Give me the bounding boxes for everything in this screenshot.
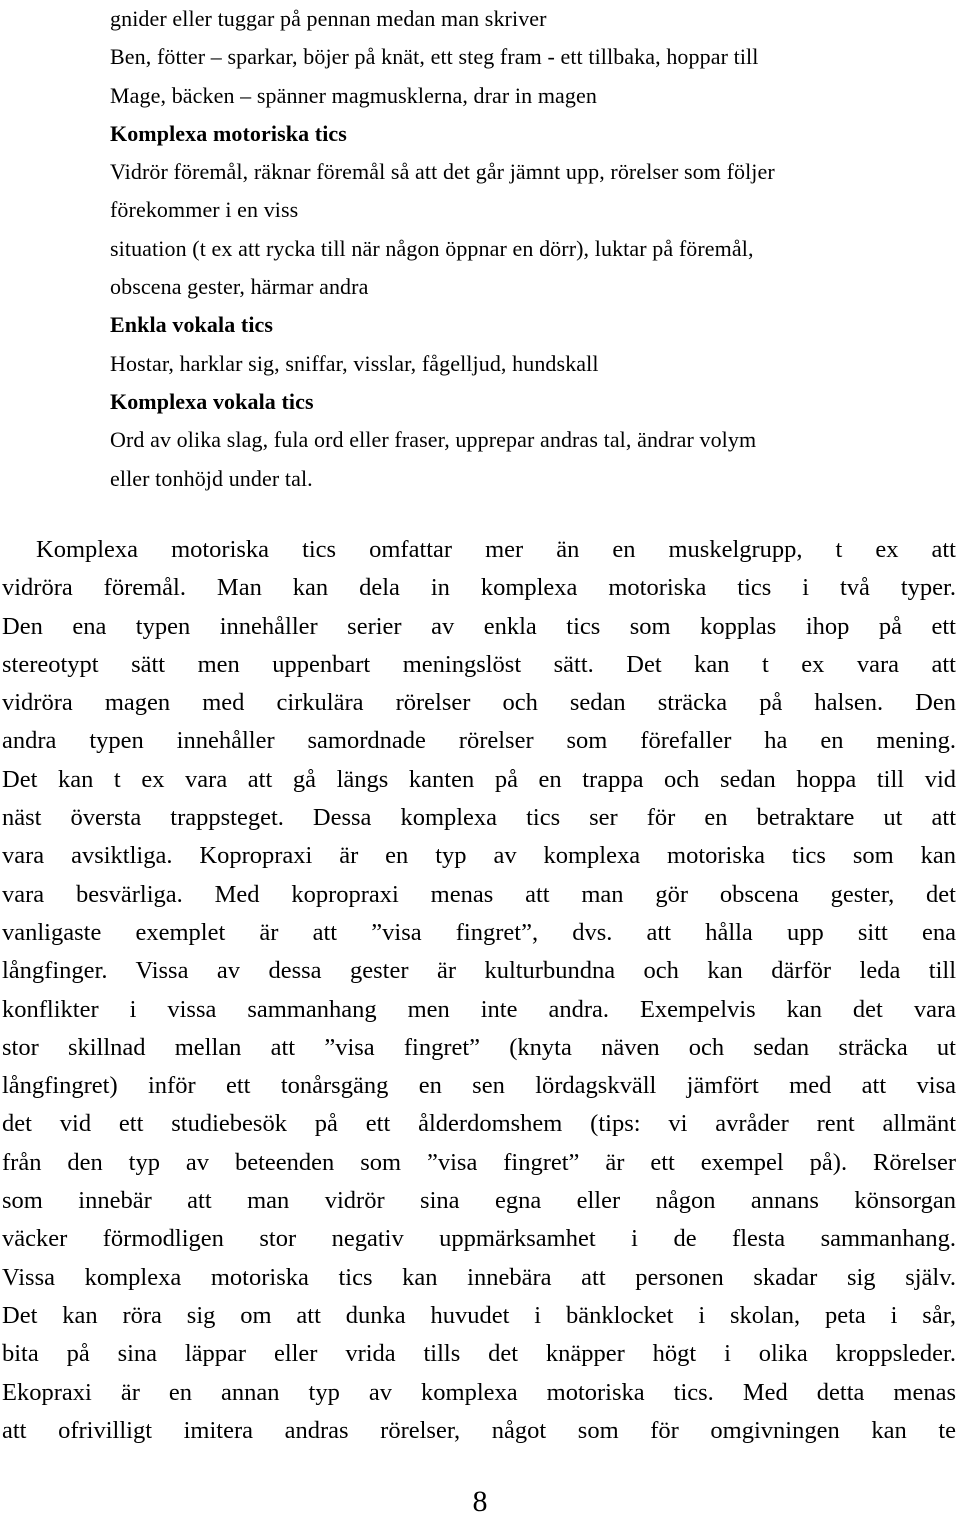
body-line: långfingret) inför ett tonårsgäng en sen lördagskväll jämfört med att visa	[2, 1072, 956, 1100]
body-paragraph	[2, 531, 956, 1450]
body-line: näst översta trappsteget. Dessa komplexa tics ser för en betraktare ut att	[2, 804, 956, 832]
body-line: det vid ett studiebesök på ett ålderdomshem (tips: vi avråder rent allmänt	[2, 1110, 956, 1138]
body-line: andra typen innehåller samordnade rörelser som förefaller ha en mening.	[2, 727, 956, 755]
body-line: Ekopraxi är en annan typ av komplexa motoriska tics. Med detta menas	[2, 1378, 956, 1406]
list-heading: Komplexa vokala tics	[110, 388, 314, 414]
body-line: väcker förmodligen stor negativ uppmärksamhet i de flesta sammanhang.	[2, 1225, 956, 1253]
page-number: 8	[472, 1485, 488, 1518]
body-line: från den typ av beteenden som ”visa fingret” är ett exempel på). Rörelser	[2, 1148, 956, 1176]
body-line: vanligaste exemplet är att ”visa fingret”, dvs. att hålla upp sitt ena	[2, 918, 956, 946]
body-line: Det kan röra sig om att dunka huvudet i bänklocket i skolan, peta i sår,	[2, 1301, 956, 1329]
body-line: som innebär att man vidrör sina egna eller någon annans könsorgan	[2, 1187, 956, 1215]
list-line: Mage, bäcken – spänner magmusklerna, drar in magen	[110, 82, 597, 108]
body-line: vidröra föremål. Man kan dela in komplexa motoriska tics i två typer.	[2, 574, 956, 602]
body-line: stereotypt sätt men uppenbart meningslöst sätt. Det kan t ex vara att	[2, 650, 956, 678]
list-line: Ord av olika slag, fula ord eller fraser, upprepar andras tal, ändrar volym	[110, 427, 757, 453]
body-line: vidröra magen med cirkulära rörelser och sedan sträcka på halsen. Den	[2, 689, 956, 717]
list-heading: Komplexa motoriska tics	[110, 120, 347, 146]
body-line: att ofrivilligt imitera andras rörelser, något som för omgivningen kan te	[2, 1416, 956, 1444]
body-line: Den ena typen innehåller serier av enkla tics som kopplas ihop på ett	[2, 612, 956, 640]
list-line: obscena gester, härmar andra	[110, 274, 369, 300]
list-line: situation (t ex att rycka till när någon öppnar en dörr), luktar på föremål,	[110, 235, 754, 261]
tic-list	[110, 0, 950, 498]
list-line: gnider eller tuggar på pennan medan man skriver	[110, 6, 547, 31]
list-line: eller tonhöjd under tal.	[110, 465, 313, 491]
list-line: förekommer i en viss	[110, 197, 299, 223]
list-line: Hostar, harklar sig, sniffar, visslar, fågelljud, hundskall	[110, 350, 599, 376]
body-line: konflikter i vissa sammanhang men inte andra. Exempelvis kan det vara	[2, 995, 956, 1023]
body-line: bita på sina läppar eller vrida tills det knäpper högt i olika kroppsleder.	[2, 1340, 956, 1368]
body-line: vara avsiktliga. Kopropraxi är en typ av komplexa motoriska tics som kan	[2, 842, 956, 870]
list-line: Vidrör föremål, räknar föremål så att det går jämnt upp, rörelser som följer	[110, 159, 775, 185]
body-line: Det kan t ex vara att gå längs kanten på en trappa och sedan hoppa till vid	[2, 765, 956, 793]
body-line: Komplexa motoriska tics omfattar mer än en muskelgrupp, t ex att	[36, 536, 956, 563]
list-heading: Enkla vokala tics	[110, 312, 274, 338]
list-line: Ben, fötter – sparkar, böjer på knät, ett steg fram - ett tillbaka, hoppar till	[110, 44, 759, 70]
body-line: Vissa komplexa motoriska tics kan innebära att personen skadar sig själv.	[2, 1263, 956, 1291]
body-line: långfinger. Vissa av dessa gester är kulturbundna och kan därför leda till	[2, 957, 956, 985]
body-line: stor skillnad mellan att ”visa fingret” (knyta näven och sedan sträcka ut	[2, 1033, 956, 1061]
body-line: vara besvärliga. Med kopropraxi menas att man gör obscena gester, det	[2, 880, 956, 908]
